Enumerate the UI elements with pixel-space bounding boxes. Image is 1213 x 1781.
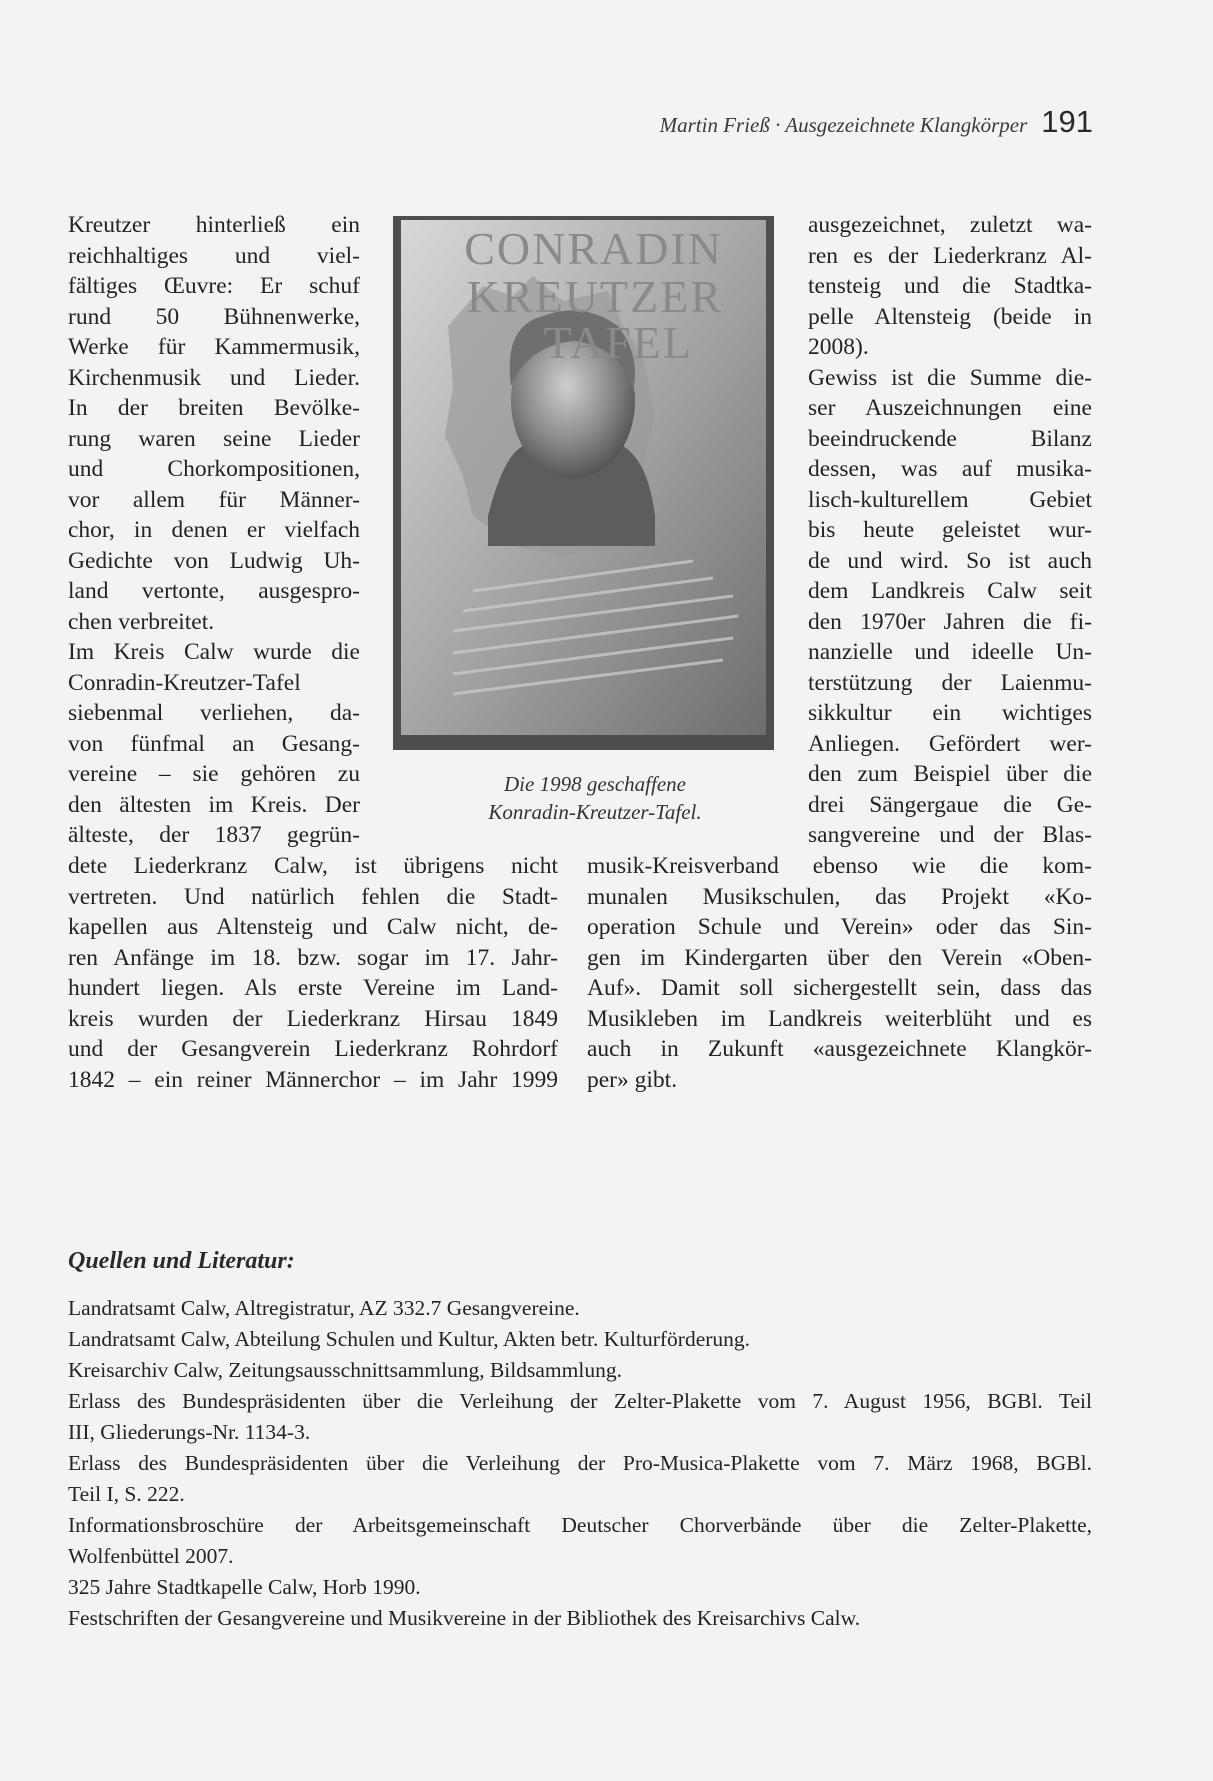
sources-heading: Quellen und Literatur: [68, 1248, 295, 1274]
text-line: älteste, der 1837 gegrün- [68, 822, 360, 848]
text-line: Im Kreis Calw wurde die [68, 639, 360, 665]
text-line: Musikleben im Landkreis weiterblüht und es [587, 1005, 1092, 1032]
text-line: Conradin-Kreutzer-Tafel [68, 669, 301, 696]
source-line: Landratsamt Calw, Altregistratur, AZ 332.7 Gesangvereine. [68, 1296, 580, 1320]
text-line: bis heute geleistet wur- [808, 517, 1092, 543]
text-line: vor allem für Männer- [68, 486, 360, 513]
text-line: ausgezeichnet, zuletzt wa- [808, 212, 1092, 238]
text-line: kapellen aus Altensteig und Calw nicht, de- [68, 914, 558, 940]
text-line: terstützung der Laienmu- [808, 669, 1092, 696]
right-column-wide [587, 851, 1092, 1095]
source-line: III, Gliederungs-Nr. 1134-3. [68, 1420, 311, 1444]
source-line: Festschriften der Gesangvereine und Musikvereine in der Bibliothek des Kreisarchivs Calw. [68, 1606, 861, 1630]
text-line: vertreten. Und natürlich fehlen die Stadt- [68, 883, 558, 910]
source-entry [68, 1386, 1092, 1448]
left-column [68, 210, 360, 851]
sources-list [68, 1293, 1092, 1634]
source-entry [68, 1572, 1092, 1603]
text-line: rund 50 Bühnenwerke, [68, 303, 360, 330]
running-header [660, 104, 1093, 140]
source-line: 325 Jahre Stadtkapelle Calw, Horb 1990. [68, 1575, 421, 1599]
text-line: 1842 – ein reiner Männerchor – im Jahr 1999 [68, 1066, 558, 1093]
text-line: ren Anfänge im 18. bzw. sogar im 17. Jahr- [68, 944, 558, 971]
running-title: Martin Frieß · Ausgezeichnete Klangkörper [659, 113, 1028, 137]
source-line: Erlass des Bundespräsidenten über die Verleihung der Pro-Musica-Plakette vom 7. März 1968, BGBl. [68, 1451, 1092, 1475]
text-line: munalen Musikschulen, das Projekt «Ko- [587, 883, 1092, 910]
text-line: Werke für Kammermusik, [68, 334, 360, 360]
sources-section [68, 1248, 1092, 1634]
source-line: Teil I, S. 222. [68, 1482, 185, 1506]
text-line: Kreutzer hinterließ ein [68, 212, 360, 238]
text-line: von fünfmal an Gesang- [68, 730, 360, 757]
photo-caption [430, 770, 760, 826]
page-number: 191 [1041, 104, 1093, 139]
source-entry [68, 1448, 1092, 1510]
text-line: musik-Kreisverband ebenso wie die kom- [587, 853, 1092, 879]
source-entry [68, 1324, 1092, 1355]
text-line: Anliegen. Gefördert wer- [808, 730, 1092, 757]
text-line: operation Schule und Verein» oder das Sin- [587, 914, 1092, 940]
text-line: und der Gesangverein Liederkranz Rohrdorf [68, 1036, 558, 1062]
text-line: drei Sängergaue die Ge- [808, 791, 1092, 818]
text-line: siebenmal verliehen, da- [68, 700, 360, 726]
plaque-title-line-3: TAFEL [543, 317, 693, 368]
source-line: Informationsbroschüre der Arbeitsgemeinschaft Deutscher Chorverbände über die Zelter-Plakette, [68, 1513, 1092, 1537]
text-line: beeindruckende Bilanz [808, 425, 1092, 452]
plaque-title-line-2: KREUTZER [466, 271, 723, 322]
text-line: lisch-kulturellem Gebiet [808, 486, 1092, 513]
text-line: sikkultur ein wichtiges [808, 700, 1092, 726]
text-line: pelle Altensteig (beide in [808, 303, 1092, 330]
source-entry [68, 1293, 1092, 1324]
source-entry [68, 1603, 1092, 1634]
source-line: Wolfenbüttel 2007. [68, 1544, 234, 1568]
text-line: ser Auszeichnungen eine [808, 395, 1092, 421]
source-line: Erlass des Bundespräsidenten über die Verleihung der Zelter-Plakette vom 7. August 1956, BGBl. Teil [68, 1389, 1092, 1413]
right-column [808, 210, 1092, 851]
text-line: per» gibt. [587, 1066, 678, 1093]
text-line: chen verbreitet. [68, 608, 215, 635]
plaque-illustration [393, 216, 774, 750]
text-line: Gedichte von Ludwig Uh- [68, 547, 360, 574]
text-line: fältiges Œuvre: Er schuf [68, 273, 360, 299]
text-line: reichhaltiges und viel- [68, 242, 360, 269]
text-line: hundert liegen. Als erste Vereine im Land- [68, 975, 558, 1001]
text-line: dete Liederkranz Calw, ist übrigens nicht [68, 853, 558, 879]
text-line: chor, in denen er vielfach [68, 517, 360, 543]
plaque-title-line-1: CONRADIN [464, 223, 723, 274]
text-line: tensteig und die Stadtka- [808, 273, 1092, 299]
plaque-photo [393, 216, 774, 750]
text-line: Kirchenmusik und Lieder. [68, 364, 360, 391]
text-line: gen im Kindergarten über den Verein «Oben- [587, 944, 1092, 971]
source-line: Kreisarchiv Calw, Zeitungsausschnittsammlung, Bildsammlung. [68, 1358, 622, 1382]
text-line: Auf». Damit soll sichergestellt sein, dass das [587, 975, 1092, 1001]
left-column-wide [68, 851, 558, 1095]
text-line: auch in Zukunft «ausgezeichnete Klangkör- [587, 1036, 1092, 1062]
text-line: sangvereine und der Blas- [808, 822, 1092, 848]
text-line: den 1970er Jahren die fi- [808, 608, 1092, 635]
text-line: de und wird. So ist auch [808, 547, 1092, 574]
text-line: nanzielle und ideelle Un- [808, 639, 1092, 665]
caption-line-1: Die 1998 geschaffene [504, 772, 686, 796]
text-line: vereine – sie gehören zu [68, 761, 360, 787]
caption-line-2: Konradin-Kreutzer-Tafel. [488, 800, 702, 824]
text-line: land vertonte, ausgespro- [68, 578, 360, 604]
text-line: In der breiten Bevölke- [68, 395, 360, 421]
text-line: dessen, was auf musika- [808, 456, 1092, 482]
source-entry [68, 1355, 1092, 1386]
text-line: dem Landkreis Calw seit [808, 578, 1092, 604]
text-line: ren es der Liederkranz Al- [808, 242, 1092, 269]
source-line: Landratsamt Calw, Abteilung Schulen und Kultur, Akten betr. Kulturförderung. [68, 1327, 751, 1351]
text-line: den ältesten im Kreis. Der [68, 791, 360, 818]
text-line: 2008). [808, 334, 869, 360]
text-line: und Chorkompositionen, [68, 456, 360, 482]
text-line: kreis wurden der Liederkranz Hirsau 1849 [68, 1005, 558, 1032]
text-line: rung waren seine Lieder [68, 425, 360, 452]
source-entry [68, 1510, 1092, 1572]
text-line: Gewiss ist die Summe die- [808, 364, 1092, 391]
text-line: den zum Beispiel über die [808, 761, 1092, 787]
